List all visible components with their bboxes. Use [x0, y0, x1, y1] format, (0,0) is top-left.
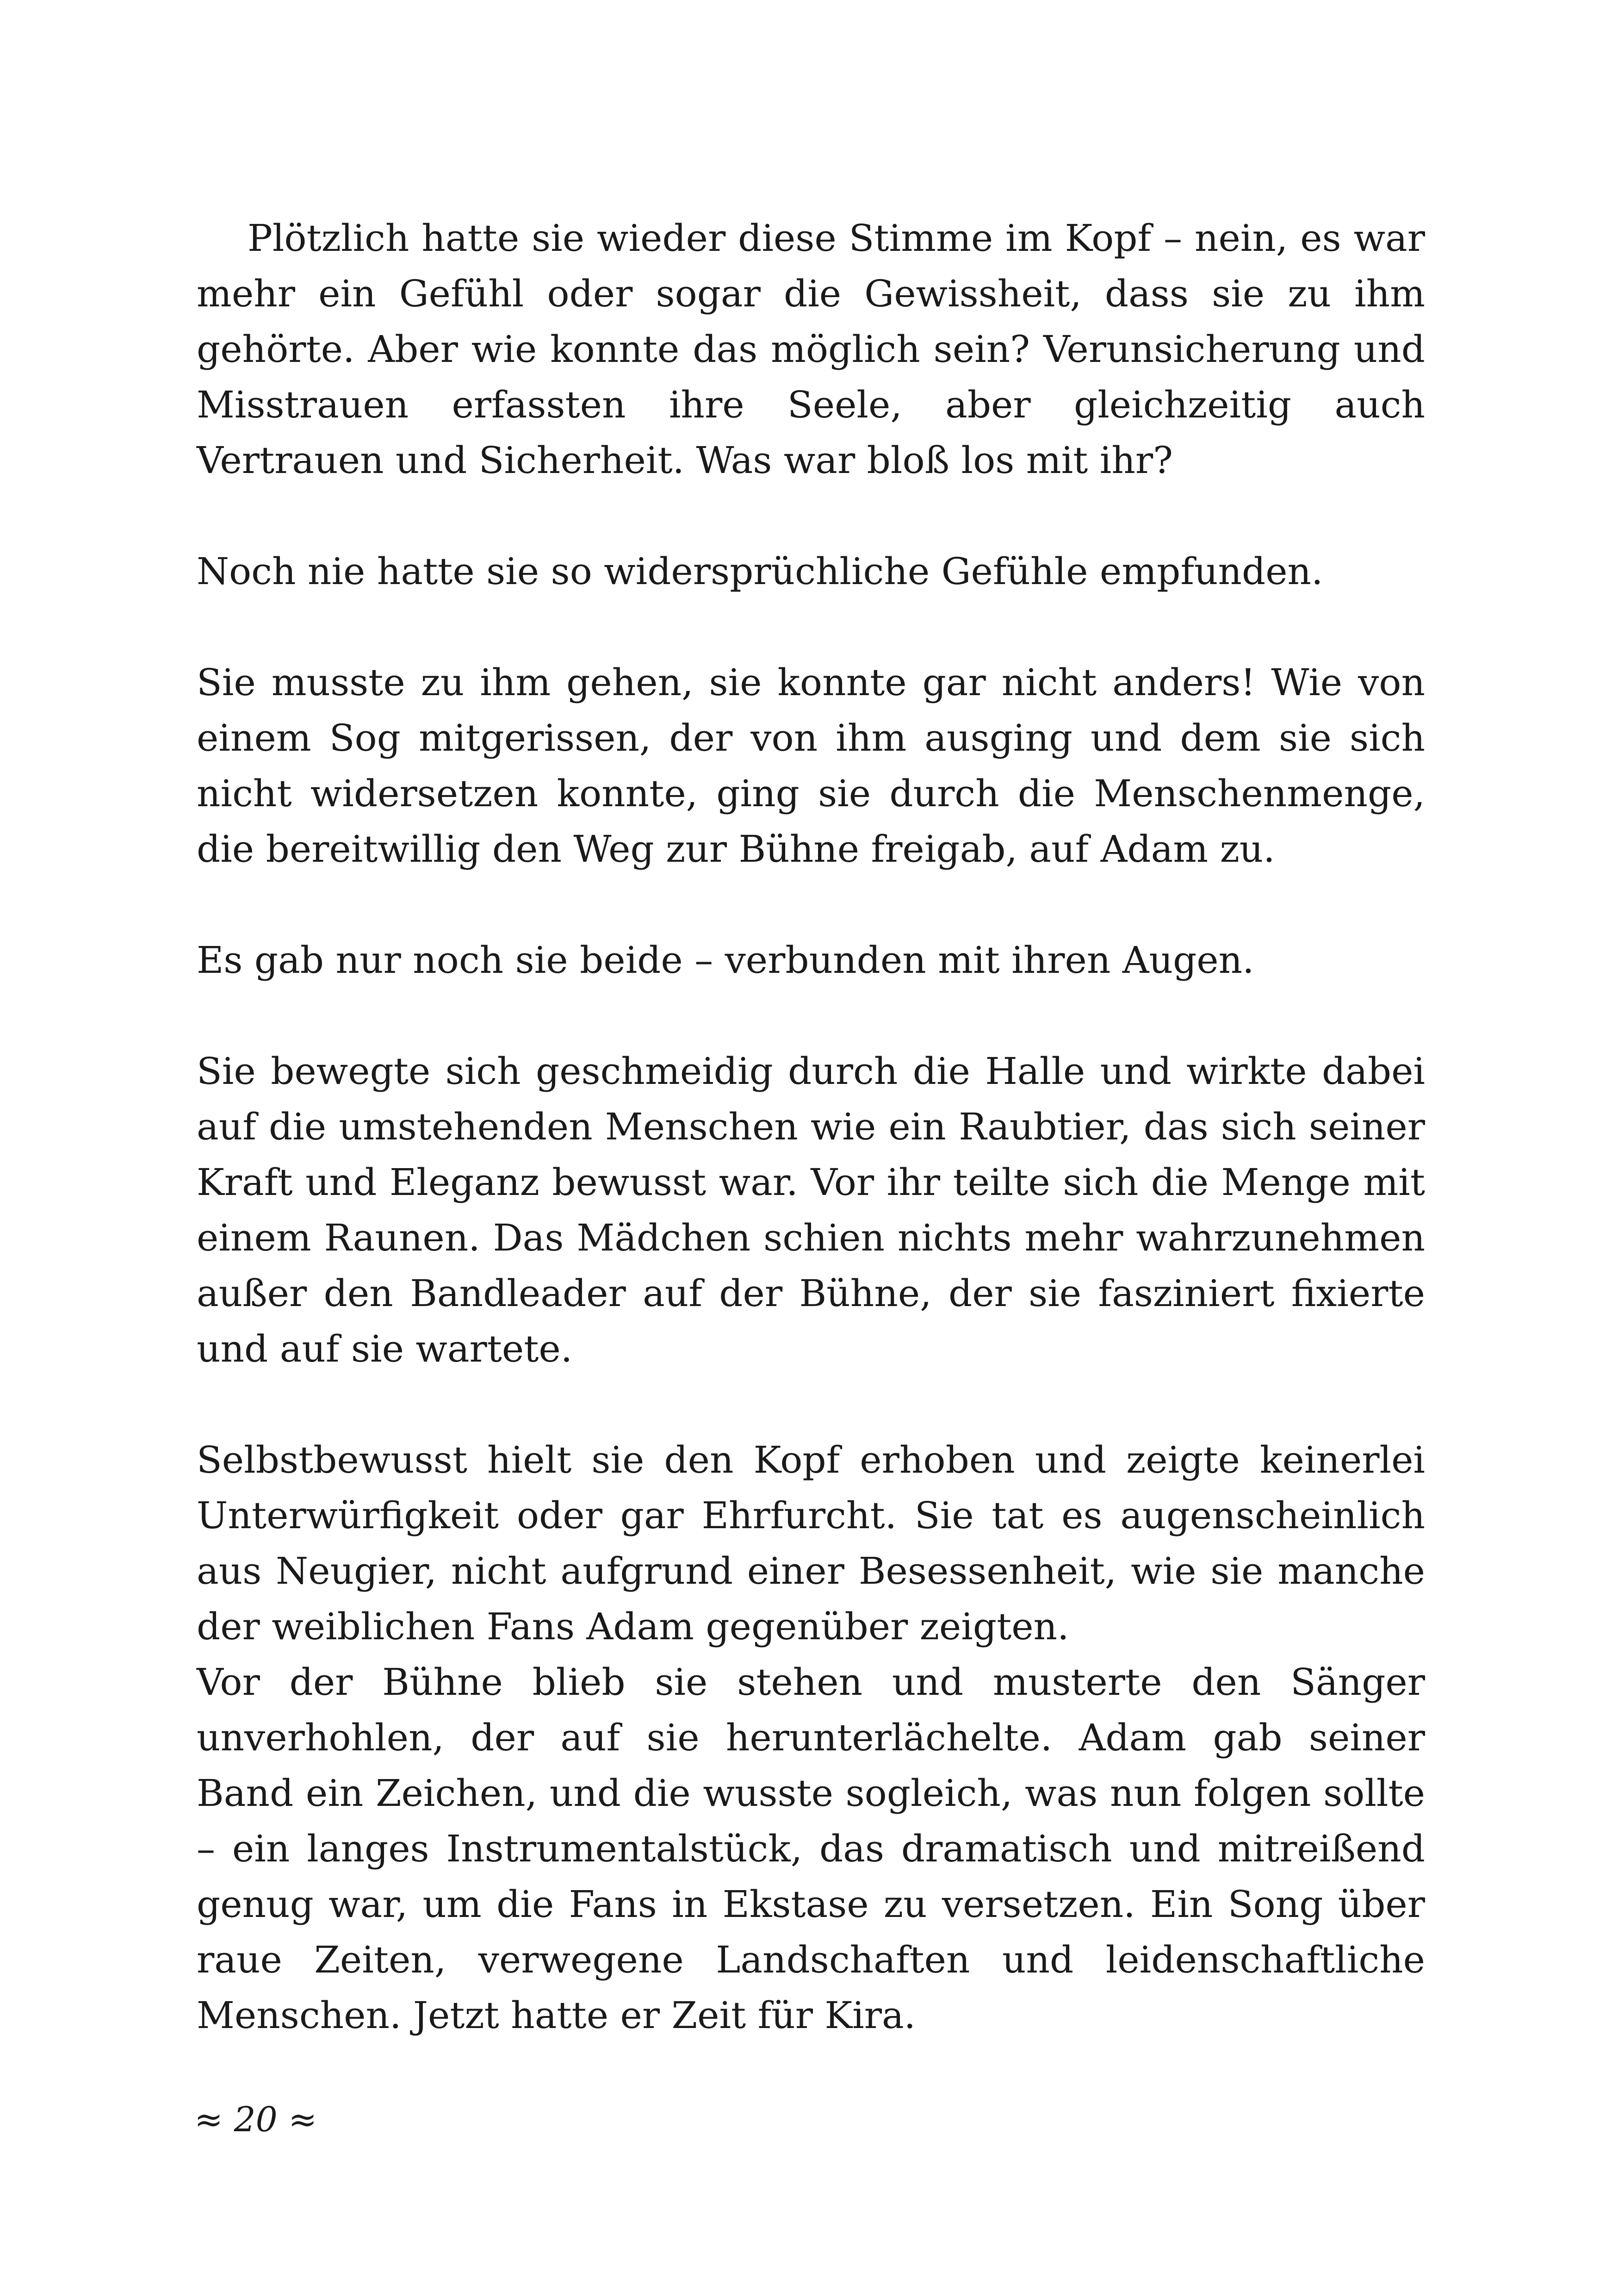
body-text — [197, 211, 1425, 2043]
paragraph-gap — [197, 488, 1425, 544]
paragraph-2: Noch nie hatte sie so widersprüchliche Gefühle empfunden. — [197, 550, 1323, 593]
paragraph-1: Plötzlich hatte sie wieder diese Stimme im Kopf – nein, es war mehr ein Gefühl oder sogar die Gewissheit, dass sie zu ihm gehörte. Aber wie konnte das möglich sein? Verunsicherung und Misstrauen erfassten ihre Seele, aber gleichzeitig auch Vertrauen und Sicherheit. Was war bloß los mit ihr? — [197, 217, 1425, 482]
paragraph-gap — [197, 1377, 1425, 1432]
paragraph-3: Sie musste zu ihm gehen, sie konnte gar nicht anders! Wie von einem Sog mitgerissen, der von ihm ausging und dem sie sich nicht widersetzen konnte, ging sie durch die Menschenmenge, die bereitwillig den Weg zur Bühne freigab, auf Adam zu. — [197, 661, 1425, 871]
paragraph-6: Selbstbewusst hielt sie den Kopf erhoben und zeigte keinerlei Unterwürfigkeit oder gar Ehrfurcht. Sie tat es augenscheinlich aus Neugier, nicht aufgrund einer Besessenheit, wie sie manche der weiblichen Fans Adam gegenüber zeigten. — [197, 1438, 1425, 1648]
paragraph-5: Sie bewegte sich geschmeidig durch die Halle und wirkte dabei auf die umstehenden Menschen wie ein Raubtier, das sich seiner Kraft und Eleganz bewusst war. Vor ihr teilte sich die Menge mit einem Raunen. Das Mädchen schien nichts mehr wahrzunehmen außer den Bandleader auf der Bühne, der sie fasziniert fixierte und auf sie wartete. — [197, 1050, 1425, 1370]
paragraph-7: Vor der Bühne blieb sie stehen und musterte den Sänger unverhohlen, der auf sie herunterlächelte. Adam gab seiner Band ein Zeichen, und die wusste sogleich, was nun folgen sollte – ein langes Instrumentalstück, das dramatisch und mitreißend genug war, um die Fans in Ekstase zu versetzen. Ein Song über raue Zeiten, verwegene Landschaften und leidenschaftliche Menschen. Jetzt hatte er Zeit für Kira. — [197, 1661, 1425, 2037]
paragraph-gap — [197, 599, 1425, 655]
paragraph-4: Es gab nur noch sie beide – verbunden mit ihren Augen. — [197, 939, 1254, 982]
paragraph-gap — [197, 877, 1425, 933]
paragraph-gap — [197, 988, 1425, 1044]
page-number: ≈ 20 ≈ — [194, 2100, 317, 2140]
